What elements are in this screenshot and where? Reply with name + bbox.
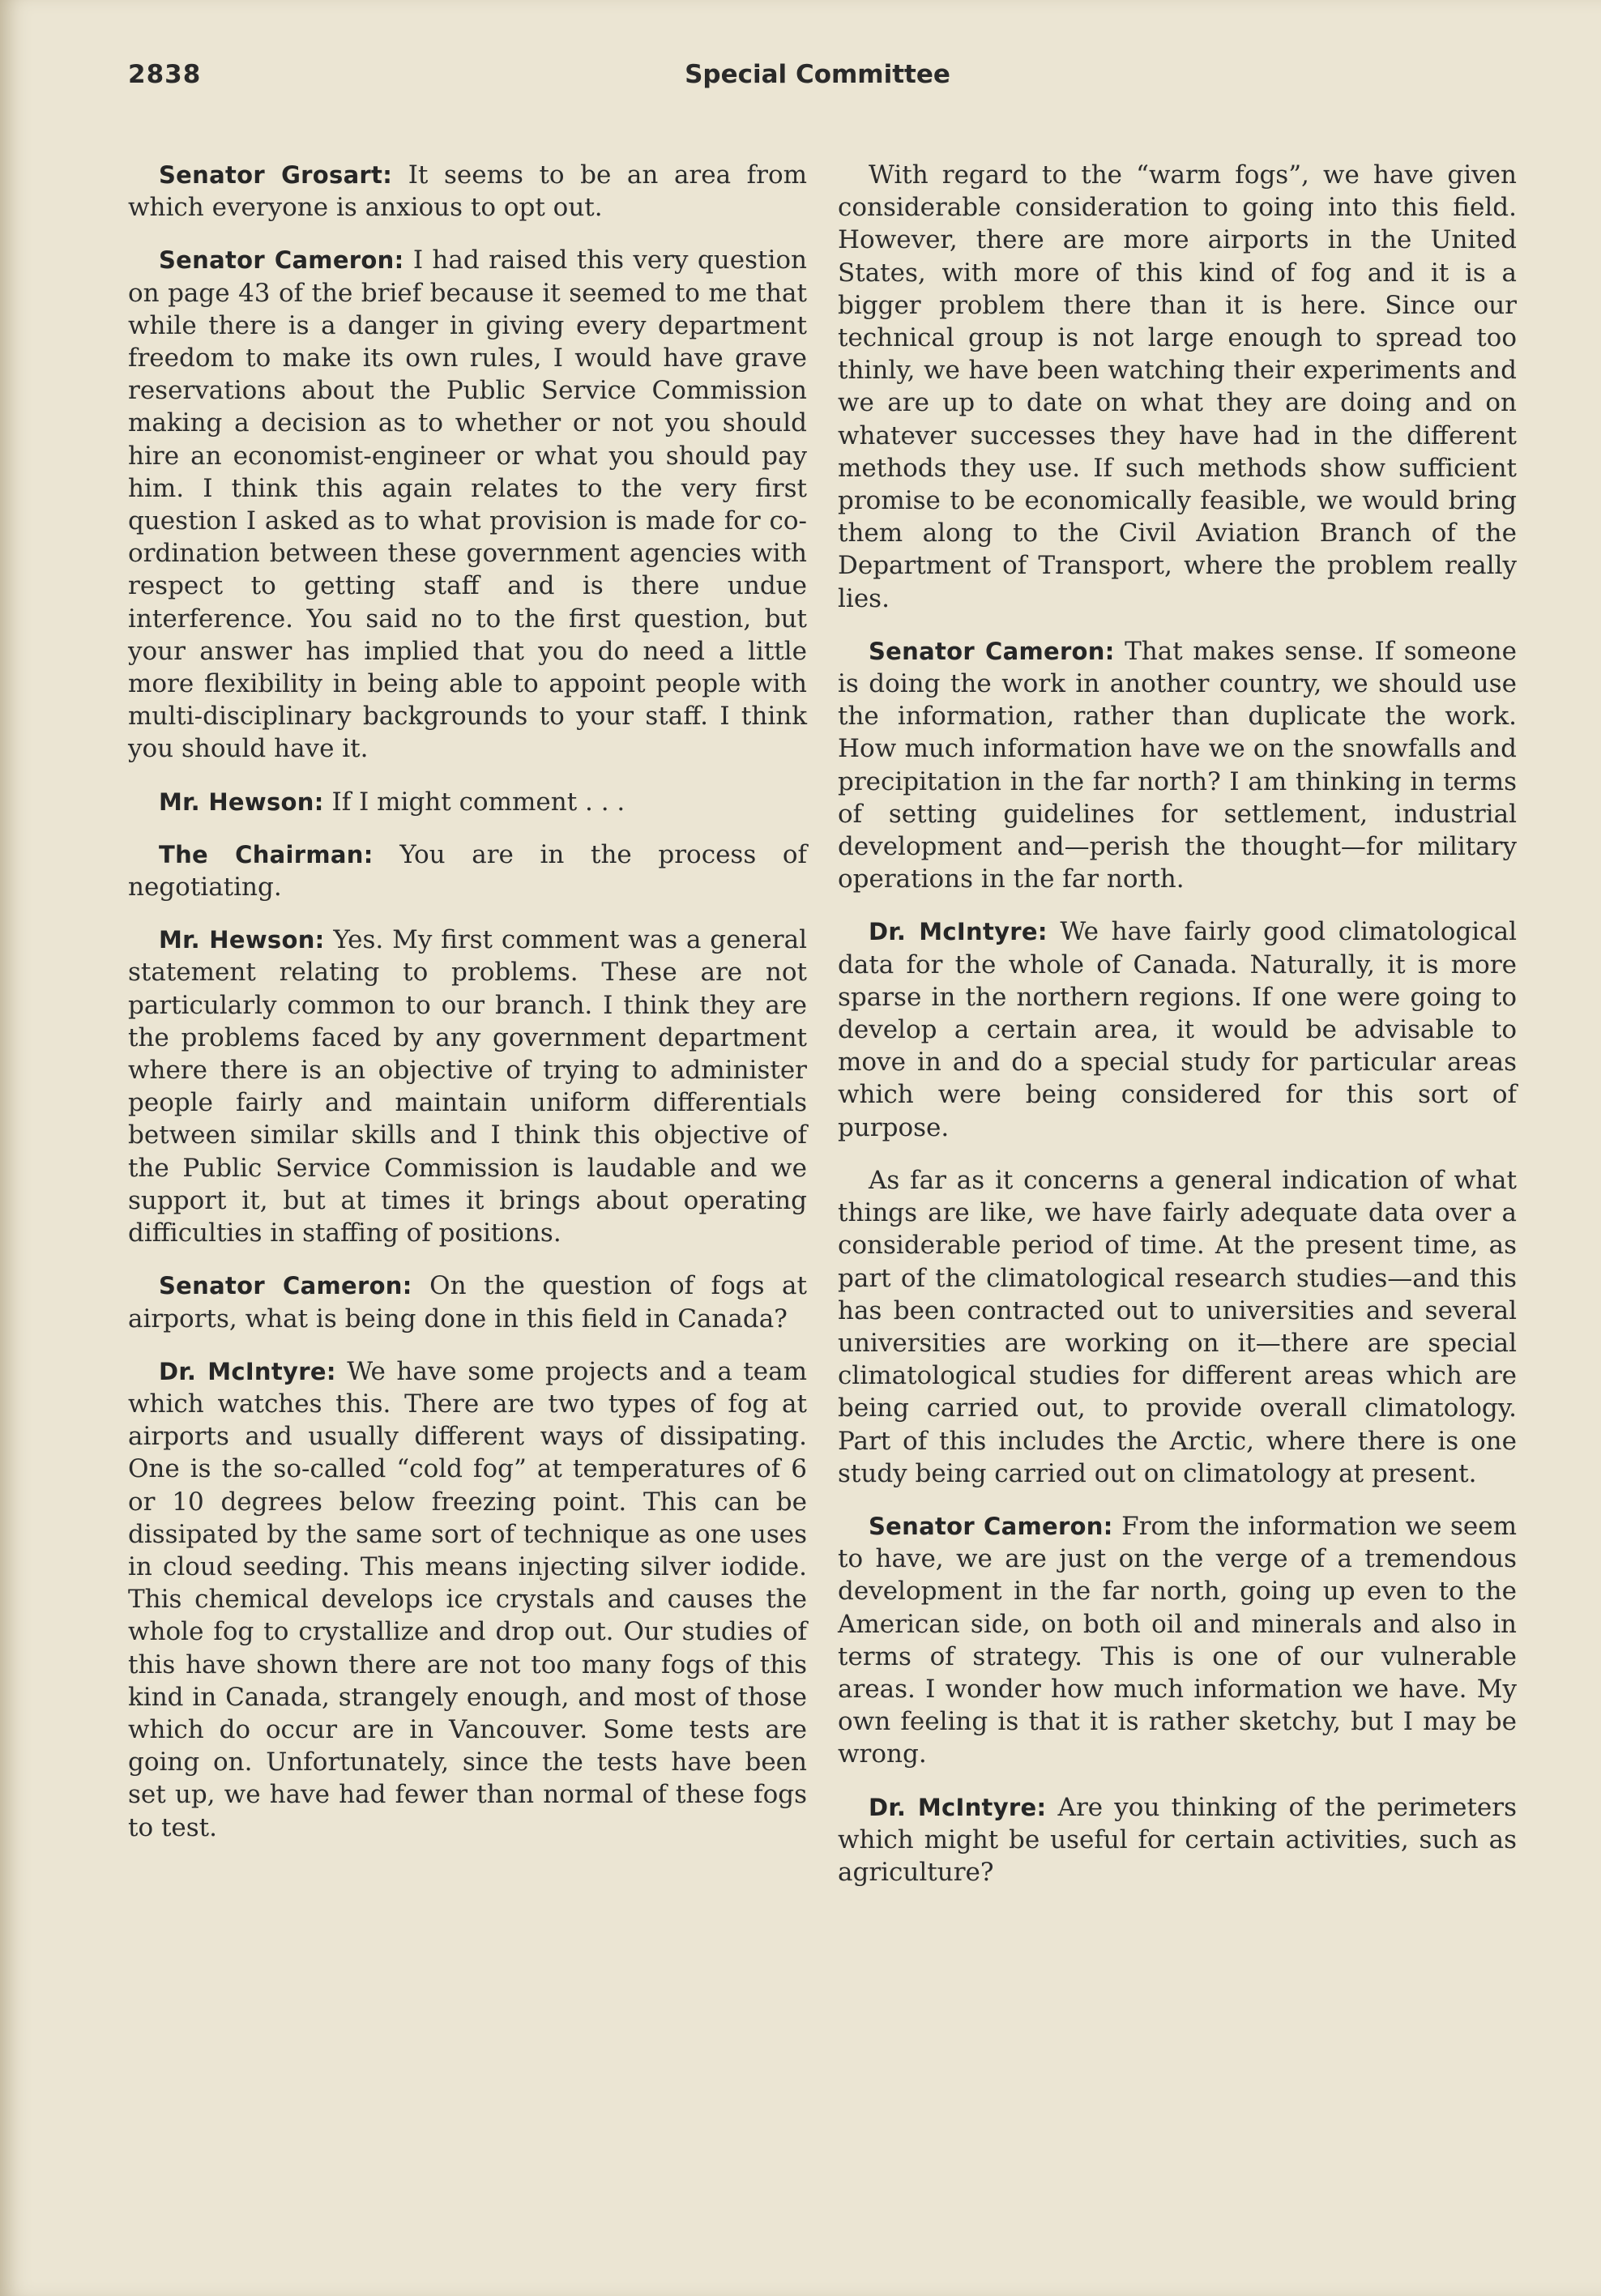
page-header [128, 60, 1507, 109]
paragraph [838, 1510, 1517, 1771]
speaker-name: Senator Cameron: [869, 637, 1115, 665]
speaker-name: Senator Cameron: [869, 1512, 1113, 1540]
paragraph-text: If I might comment . . . [323, 787, 625, 817]
paragraph [128, 1270, 807, 1334]
speaker-name: Mr. Hewson: [159, 926, 325, 954]
paragraph [128, 244, 807, 765]
paragraph-text: From the information we seem to have, we are just on the verge of a tremendous development in the far north, going up even to the American side, on both oil and minerals and also in terms of strategy. This is one of our vulnerable areas. I wonder how much information we have. My own feeling is that it is rather sketchy, but I may be wrong. [838, 1511, 1517, 1769]
paragraph [128, 786, 807, 818]
paragraph-text: Are you thinking of the perimeters which might be useful for certain activities, such as agriculture? [838, 1792, 1517, 1887]
speaker-name: Mr. Hewson: [159, 787, 324, 816]
paragraph-text: That makes sense. If someone is doing the work in another country, we should use the information, rather than duplicate the work. How much information have we on the snowfalls and precipitation in the far north? I am thinking in terms of setting guidelines for settlement, industrial development and—perish the thought—for military operations in the far north. [838, 636, 1517, 894]
page-number: 2838 [128, 60, 202, 89]
paragraph-text: With regard to the “warm fogs”, we have given considerable consideration to going into this field. However, there are more airports in the United States, with more of this kind of fog and it is a bigger problem there than it is here. Since our technical group is not large enough to spread too thinly, we have been watching their experiments and we are up to date on what they are doing and on whatever successes they have had in the different methods they use. If such methods show sufficient promise to be economically feasible, we would bring them along to the Civil Aviation Branch of the Department of Transport, where the problem really lies. [838, 160, 1517, 613]
paragraph-text: Yes. My first comment was a general statement relating to problems. These are not particularly common to our branch. I think they are the problems faced by any government department where there is an objective of trying to administer people fairly and maintain uniform differentials between similar skills and I think this objective of the Public Service Commission is laudable and we support it, but at times it brings about operating difficulties in staffing of positions. [128, 925, 807, 1248]
paragraph-text: It seems to be an area from which everyone is anxious to opt out. [128, 160, 808, 223]
paragraph [128, 159, 807, 224]
speaker-name: The Chairman: [159, 840, 374, 868]
paragraph [838, 1791, 1517, 1889]
paragraph-text: On the question of fogs at airports, what is being done in this field in Canada? [128, 1271, 807, 1334]
right-column [838, 159, 1517, 1909]
speaker-name: Dr. McIntyre: [869, 918, 1048, 946]
paragraph [838, 915, 1517, 1143]
speaker-name: Dr. McIntyre: [159, 1357, 336, 1385]
speaker-name: Dr. McIntyre: [869, 1793, 1047, 1821]
paragraph [128, 839, 807, 903]
paragraph [838, 635, 1517, 896]
paragraph [128, 924, 807, 1249]
paragraph-text: We have some projects and a team which watches this. There are two types of fog at airports and usually different ways of dissipating. One is the so-called “cold fog” at temperatures of 6 or 10 degrees below freezing point. This can be dissipated by the same sort of technique as one uses in cloud seeding. This means injecting silver iodide. This chemical develops ice crystals and causes the whole fog to crystallize and drop out. Our studies of this have shown there are not too many fogs of this kind in Canada, strangely enough, and most of those which do occur are in Vancouver. Some tests are going on. Unfortunately, since the tests have been set up, we have had fewer than normal of these fogs to test. [128, 1356, 807, 1842]
paragraph [838, 159, 1517, 615]
paragraph-text: As far as it concerns a general indication of what things are like, we have fairly adequate data over a considerable period of time. At the present time, as part of the climatological research studies—and this has been contracted out to universities and several universities are working on it—there are special climatological studies for different areas which are being carried out, to provide overall climatology. Part of this includes the Arctic, where there is one study being carried out on climatology at present. [838, 1165, 1517, 1488]
running-title: Special Committee [685, 60, 950, 89]
paragraph-text: We have fairly good climatological data for the whole of Canada. Naturally, it is more sparse in the northern regions. If one were going to develop a certain area, it would be advisable to move in and do a special study for particular areas which were being considered for this sort of purpose. [838, 917, 1517, 1142]
paragraph-text: You are in the process of negotiating. [128, 839, 807, 903]
speaker-name: Senator Cameron: [159, 246, 404, 275]
speaker-name: Senator Grosart: [159, 161, 393, 189]
paragraph [128, 1355, 807, 1844]
paragraph [838, 1164, 1517, 1490]
left-column [128, 159, 807, 1864]
paragraph-text: I had raised this very question on page 43 of the brief because it seemed to me that while there is a danger in giving every department freedom to make its own rules, I would have grave reservations about the Public Service Commission making a decision as to whether or not you should hire an economist-engineer or what you should pay him. I think this again relates to the very first question I asked as to what provision is made for co-ordination between these government agencies with respect to getting staff and is there undue interference. You said no to the first question, but your answer has implied that you do need a little more flexibility in being able to appoint people with multi-disciplinary backgrounds to your staff. I think you should have it. [128, 245, 807, 764]
speaker-name: Senator Cameron: [159, 1272, 412, 1300]
